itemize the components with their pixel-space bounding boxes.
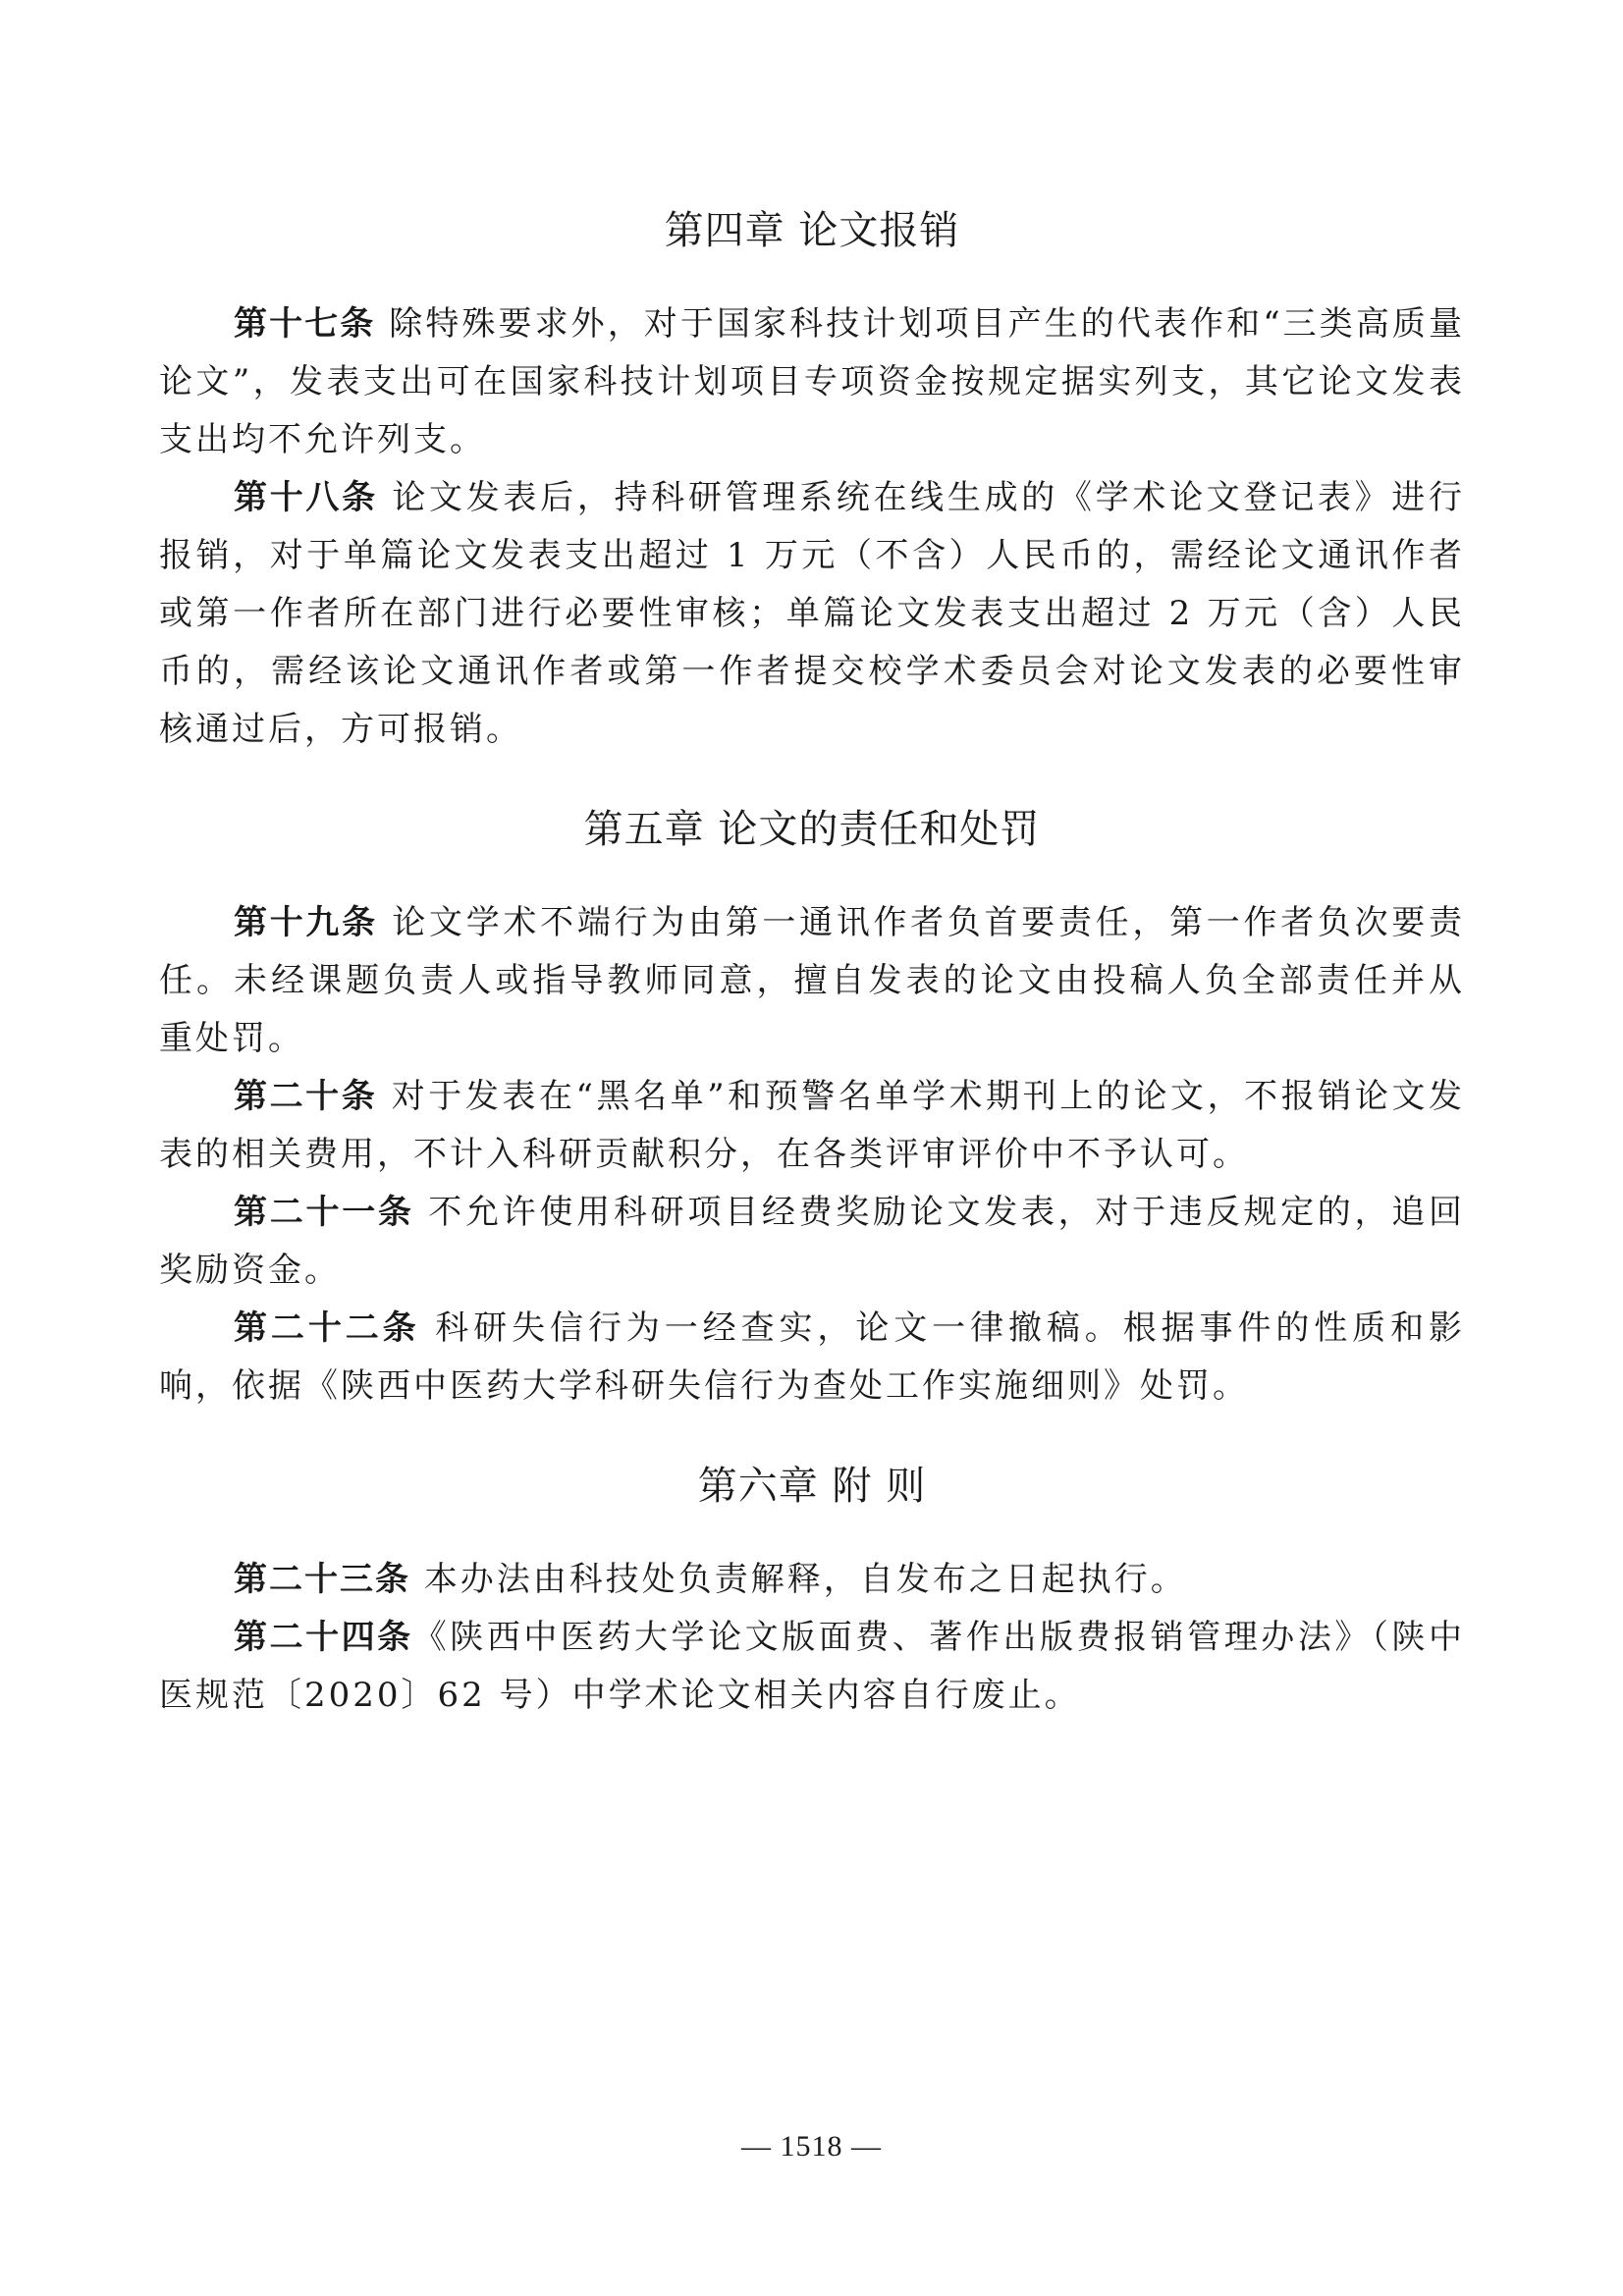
article-number: 第二十三条 (234, 1560, 410, 1599)
article-17 (159, 295, 1465, 469)
article-text: 论文发表后，持科研管理系统在线生成的《学术论文登记表》进行报销，对于单篇论文发表支出超过 1 万元（不含）人民币的，需经论文通讯作者或第一作者所在部门进行必要性审核；单篇论文发表支出超过 2 万元（含）人民币的，需经该论文通讯作者或第一作者提交校学术委员会对论文发表的必要性审核通过后，方可报销。 (159, 478, 1466, 749)
chapter-title: 第四章 论文报销 (664, 208, 960, 253)
article-number: 第二十四条 (234, 1618, 413, 1657)
article-text: 《陕西中医药大学论文版面费、著作出版费报销管理办法》（陕中医规范〔2020〕62 号）中学术论文相关内容自行废止。 (159, 1618, 1466, 1715)
article-18 (159, 469, 1465, 759)
article-text: 除特殊要求外，对于国家科技计划项目产生的代表作和“三类高质量论文”，发表支出可在国家科技计划项目专项资金按规定据实列支，其它论文发表支出均不允许列支。 (159, 304, 1465, 459)
article-text: 科研失信行为一经查实，论文一律撤稿。根据事件的性质和影响，依据《陕西中医药大学科研失信行为查处工作实施细则》处罚。 (159, 1308, 1466, 1406)
article-number: 第二十条 (234, 1077, 378, 1116)
article-number: 第二十二条 (234, 1308, 420, 1348)
article-23 (159, 1551, 1465, 1609)
article-number: 第十八条 (234, 478, 378, 517)
article-text: 论文学术不端行为由第一通讯作者负首要责任，第一作者负次要责任。未经课题负责人或指导教师同意，擅自发表的论文由投稿人负全部责任并从重处罚。 (159, 903, 1466, 1058)
chapter-title: 第六章 附 则 (697, 1464, 927, 1509)
article-21 (159, 1184, 1465, 1300)
article-text: 不允许使用科研项目经费奖励论文发表，对于违反规定的，追回奖励资金。 (159, 1193, 1466, 1290)
chapter-title: 第五章 论文的责任和处罚 (583, 807, 1041, 852)
article-24 (159, 1609, 1465, 1725)
article-text: 对于发表在“黑名单”和预警名单学术期刊上的论文，不报销论文发表的相关费用，不计入科研贡献积分，在各类评审评价中不予认可。 (159, 1077, 1466, 1174)
article-number: 第二十一条 (234, 1193, 414, 1232)
article-22 (159, 1300, 1465, 1415)
page-number: — 1518 — (741, 2130, 882, 2163)
article-text: 本办法由科技处负责解释，自发布之日起执行。 (423, 1560, 1187, 1599)
document-page (159, 201, 1465, 1725)
article-20 (159, 1068, 1465, 1184)
article-number: 第十九条 (234, 903, 378, 942)
article-number: 第十七条 (234, 304, 376, 344)
article-19 (159, 894, 1465, 1068)
